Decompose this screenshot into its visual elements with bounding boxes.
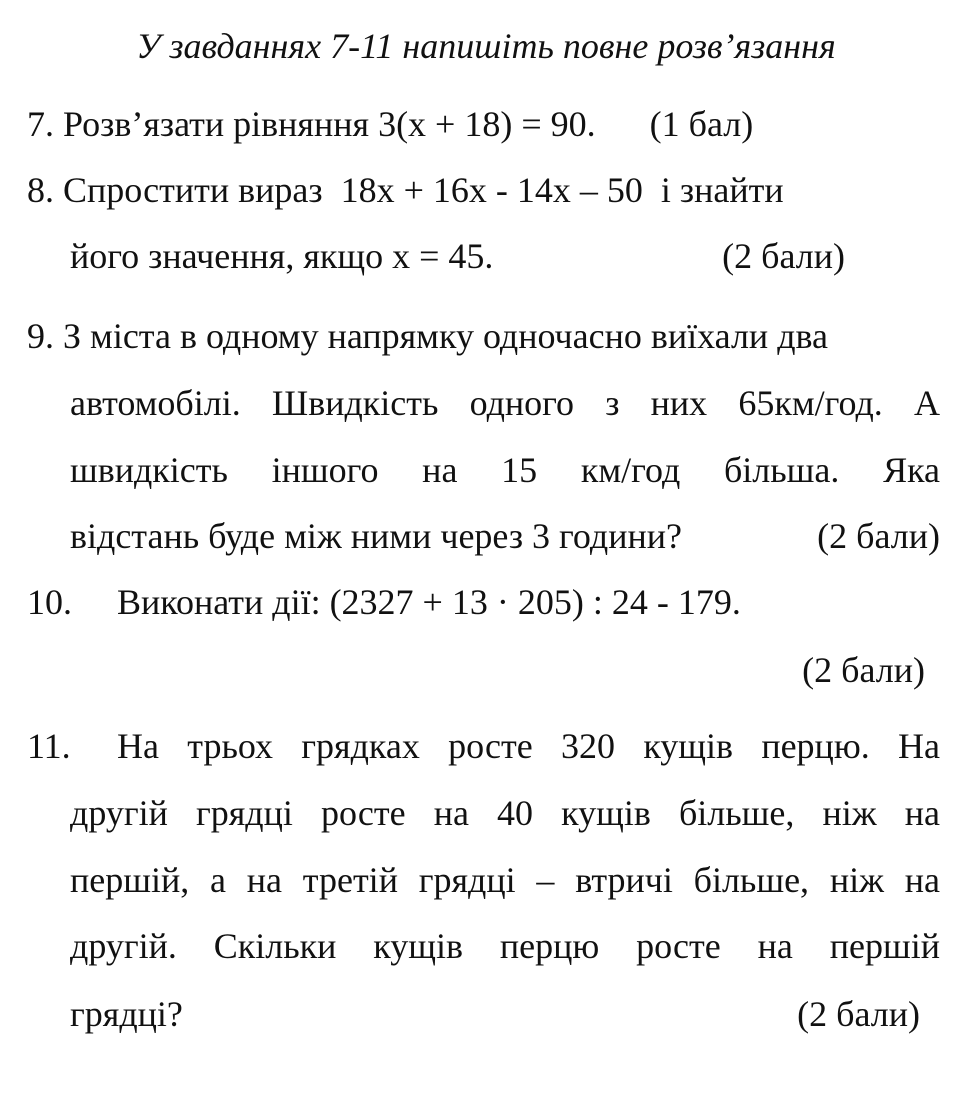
task-9-line-4	[70, 512, 940, 560]
task-8-line-1	[27, 166, 784, 214]
task-9-text-line-1: З міста в одному напрямку одночасно виїхали два	[63, 316, 829, 356]
task-8-text-line-2: його значення, якщо х = 45.	[70, 236, 494, 276]
task-9-text-line-2: автомобілі. Швидкість одного з них 65км/год. А	[70, 383, 940, 423]
task-7	[27, 100, 753, 148]
task-9-points: (2 бали)	[817, 516, 940, 556]
task-11-text-line-4: другій. Скільки кущів перцю росте на першій	[70, 926, 940, 966]
task-9-line-1	[27, 312, 828, 360]
task-7-points: (1 бал)	[649, 104, 754, 144]
instructions-heading: У завданнях 7-11 напишіть повне розв’язання	[136, 26, 836, 66]
task-11-text-line-1: На трьох грядках росте 320 кущів перцю. На	[117, 726, 940, 766]
task-7-number: 7.	[27, 104, 54, 144]
task-8-line-2	[70, 232, 845, 280]
task-8-points: (2 бали)	[722, 236, 845, 276]
task-9-number: 9.	[27, 316, 54, 356]
task-11-line-1	[27, 722, 940, 770]
task-9-text-line-4: відстань буде між ними через 3 години?	[70, 516, 682, 556]
task-7-text: Розв’язати рівняння 3(х + 18) = 90.	[63, 104, 596, 144]
task-11-line-5	[70, 990, 920, 1038]
task-8-text-line-1: Спростити вираз 18х + 16х - 14х – 50 і знайти	[63, 170, 784, 210]
task-10	[27, 578, 741, 626]
task-10-text: Виконати дії: (2327 + 13 · 205) : 24 - 179.	[117, 582, 741, 622]
task-11-text-line-5: грядці?	[70, 994, 183, 1034]
task-8-number: 8.	[27, 170, 54, 210]
task-10-points: (2 бали)	[802, 650, 925, 690]
task-11-text-line-2: другій грядці росте на 40 кущів більше, ніж на	[70, 793, 940, 833]
task-11-number: 11.	[27, 726, 71, 766]
task-9-text-line-3: швидкість іншого на 15 км/год більша. Яка	[70, 450, 940, 490]
task-11-text-line-3: першій, а на третій грядці – втричі більше, ніж на	[70, 860, 940, 900]
task-11-points: (2 бали)	[797, 994, 920, 1034]
task-10-number: 10.	[27, 582, 72, 622]
